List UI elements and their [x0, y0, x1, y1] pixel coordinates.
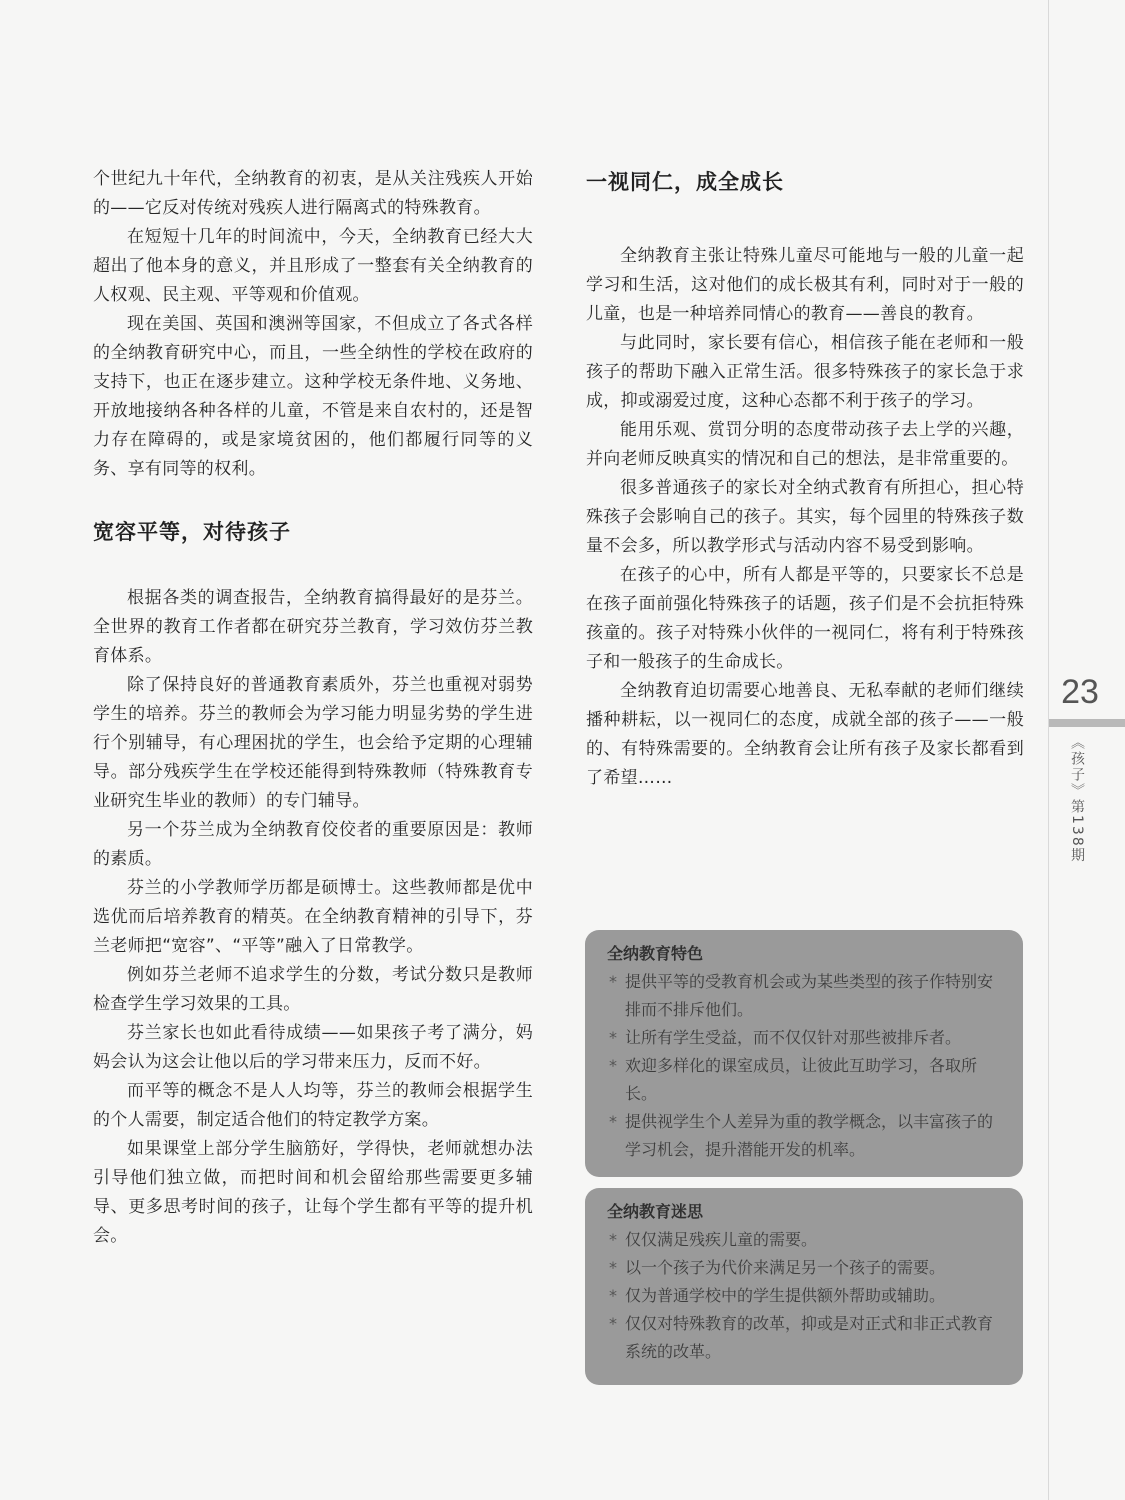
box-title: 全纳教育特色 [607, 944, 704, 963]
section-heading: 一视同仁，成全成长 [586, 170, 784, 194]
list-item: * 以一个孩子为代价来满足另一个孩子的需要。 [607, 1254, 1007, 1282]
list-item: * 让所有学生受益，而不仅仅针对那些被排斥者。 [607, 1024, 1007, 1052]
page-number-rule [1049, 719, 1125, 727]
paragraph: 根据各类的调查报告，全纳教育搞得最好的是芬兰。全世界的教育工作者都在研究芬兰教育，学习效仿芬兰教育体系。 [93, 588, 533, 666]
paragraph: 在短短十几年的时间流中，今天，全纳教育已经大大超出了他本身的意义，并且形成了一整套有关全纳教育的人权观、民主观、平等观和价值观。 [93, 227, 533, 305]
list-item: * 提供视学生个人差异为重的教学概念，以丰富孩子的学习机会，提升潜能开发的机率。 [607, 1108, 1007, 1164]
paragraph: 另一个芬兰成为全纳教育佼佼者的重要原因是：教师的素质。 [93, 820, 533, 869]
paragraph: 例如芬兰老师不追求学生的分数，考试分数只是教师检查学生学习效果的工具。 [93, 965, 533, 1014]
paragraph: 能用乐观、赏罚分明的态度带动孩子去上学的兴趣，并向老师反映真实的情况和自己的想法，是非常重要的。 [586, 420, 1024, 469]
paragraph: 芬兰家长也如此看待成绩——如果孩子考了满分，妈妈会认为这会让他以后的学习带来压力，反而不好。 [93, 1023, 533, 1072]
section-heading: 宽容平等，对待孩子 [93, 520, 291, 544]
box-title: 全纳教育迷思 [607, 1202, 704, 1221]
features-box [585, 930, 1023, 1177]
left-column [93, 165, 533, 1251]
paragraph: 很多普通孩子的家长对全纳式教育有所担心，担心特殊孩子会影响自己的孩子。其实，每个园里的特殊孩子数量不会多，所以教学形式与活动内容不易受到影响。 [586, 478, 1024, 556]
list-item: * 提供平等的受教育机会或为某些类型的孩子作特别安排而不排斥他们。 [607, 968, 1007, 1024]
myths-list [607, 1226, 1007, 1366]
list-item: * 仅仅对特殊教育的改革，抑或是对正式和非正式教育系统的改革。 [607, 1310, 1007, 1366]
publication-label: 《孩子》第138期 [1069, 735, 1085, 864]
paragraph: 除了保持良好的普通教育素质外，芬兰也重视对弱势学生的培养。芬兰的教师会为学习能力明显劣势的学生进行个别辅导，有心理困扰的学生，也会给予定期的心理辅导。部分残疾学生在学校还能得到特殊教师（特殊教育专业研究生毕业的教师）的专门辅导。 [93, 675, 533, 811]
paragraph: 在孩子的心中，所有人都是平等的，只要家长不总是在孩子面前强化特殊孩子的话题，孩子们是不会抗拒特殊孩童的。孩子对特殊小伙伴的一视同仁，将有利于特殊孩子和一般孩子的生命成长。 [586, 565, 1024, 672]
paragraph: 全纳教育主张让特殊儿童尽可能地与一般的儿童一起学习和生活，这对他们的成长极其有利，同时对于一般的儿童，也是一种培养同情心的教育——善良的教育。 [586, 246, 1024, 324]
myths-box [585, 1188, 1023, 1385]
page-edge-line [1048, 0, 1049, 1500]
page-number: 23 [1061, 673, 1099, 711]
list-item: * 仅为普通学校中的学生提供额外帮助或辅助。 [607, 1282, 1007, 1310]
right-column [586, 167, 1024, 793]
paragraph: 与此同时，家长要有信心，相信孩子能在老师和一般孩子的帮助下融入正常生活。很多特殊孩子的家长急于求成，抑或溺爱过度，这种心态都不利于孩子的学习。 [586, 333, 1024, 411]
paragraph: 芬兰的小学教师学历都是硕博士。这些教师都是优中选优而后培养教育的精英。在全纳教育精神的引导下，芬兰老师把“宽容”、“平等”融入了日常教学。 [93, 878, 533, 956]
paragraph: 全纳教育迫切需要心地善良、无私奉献的老师们继续播种耕耘，以一视同仁的态度，成就全部的孩子——一般的、有特殊需要的。全纳教育会让所有孩子及家长都看到了希望…… [586, 681, 1024, 788]
paragraph: 如果课堂上部分学生脑筋好，学得快，老师就想办法引导他们独立做，而把时间和机会留给那些需要更多辅导、更多思考时间的孩子，让每个学生都有平等的提升机会。 [93, 1139, 533, 1246]
paragraph: 而平等的概念不是人人均等，芬兰的教师会根据学生的个人需要，制定适合他们的特定教学方案。 [93, 1081, 533, 1130]
list-item: * 欢迎多样化的课室成员，让彼此互助学习，各取所长。 [607, 1052, 1007, 1108]
list-item: * 仅仅满足残疾儿童的需要。 [607, 1226, 1007, 1254]
features-list [607, 968, 1007, 1164]
paragraph: 个世纪九十年代，全纳教育的初衷，是从关注残疾人开始的——它反对传统对残疾人进行隔离式的特殊教育。 [93, 169, 533, 218]
paragraph: 现在美国、英国和澳洲等国家，不但成立了各式各样的全纳教育研究中心，而且，一些全纳性的学校在政府的支持下，也正在逐步建立。这种学校无条件地、义务地、开放地接纳各种各样的儿童，不管是来自农村的，还是智力存在障碍的，或是家境贫困的，他们都履行同等的义务、享有同等的权利。 [93, 314, 533, 479]
